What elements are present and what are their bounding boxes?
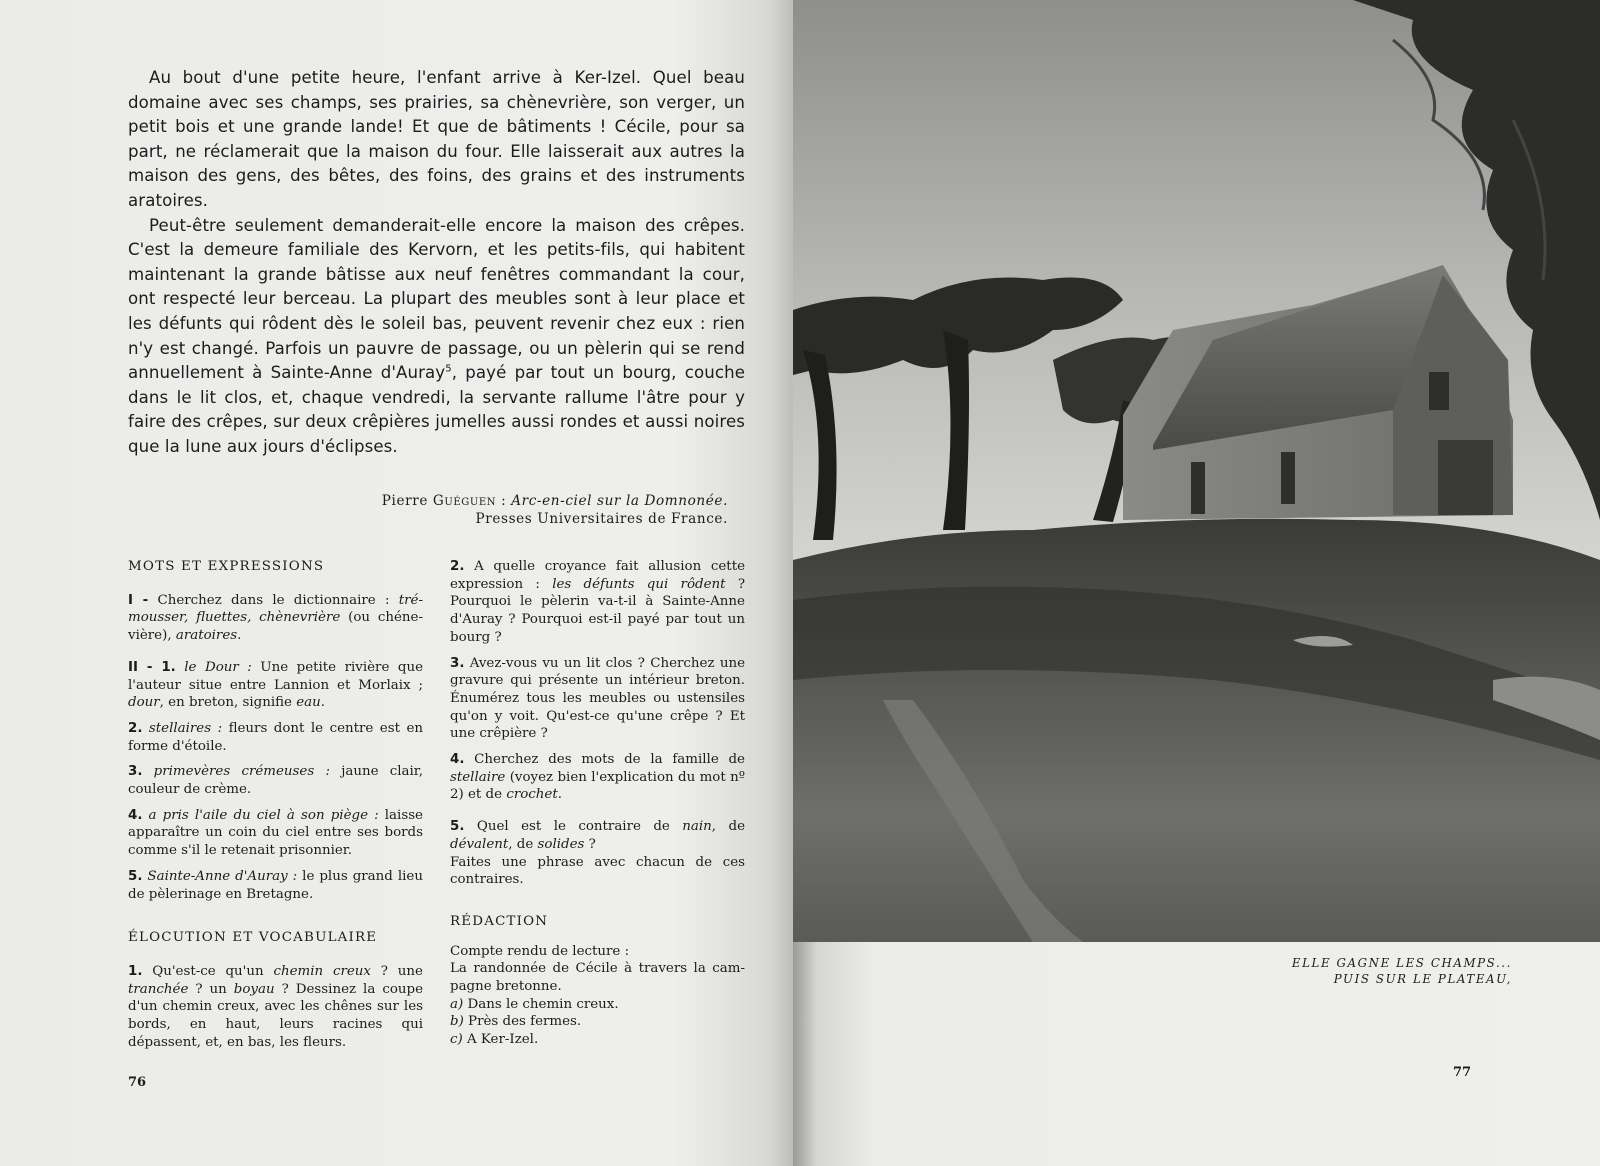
redaction-point: c) A Ker-Izel. [450, 1032, 539, 1048]
landscape-photo-illustration [793, 0, 1600, 942]
source-credit [300, 492, 728, 528]
caption-line: ELLE GAGNE LES CHAMPS... [1291, 956, 1512, 970]
section-heading-redaction: RÉDACTION [450, 913, 549, 929]
exercise-item: 3. primevères crémeuses : jaune clair, couleur de crème. [128, 764, 423, 798]
exercise-item: II - 1. le Dour : Une petite rivière que l'auteur situe entre Lannion et Morlaix ; dour, en breton, signifie eau. [128, 659, 423, 711]
photo-caption [1292, 955, 1512, 987]
exercise-item: 5. Sainte-Anne d'Auray : le plus grand lieu de pèlerinage en Bretagne. [128, 868, 423, 902]
right-page [793, 0, 1600, 1166]
credit-line: Pierre Guéguen : Arc-en-ciel sur la Domnonée. [381, 493, 728, 509]
exercises-left-column [128, 558, 423, 1059]
cottage-photograph [793, 0, 1600, 942]
redaction-point: b) Près des fermes. [450, 1014, 582, 1030]
story-paragraph: Au bout d'une petite heure, l'enfant arrive à Ker-Izel. Quel beau domaine avec ses champs, ses prairies, sa chènevrière, son verger, un petit bois et une grande lande! Et que de bâtiments ! Cécile, pour sa part, ne réclamerait que la maison du four. Elle laisserait aux autres la maison des gens, des bêtes, des foins, des grains et des instruments aratoires. [128, 68, 745, 210]
work-title: Arc-en-ciel sur la Domnonée. [511, 493, 728, 509]
footnote-marker: 5 [445, 363, 452, 375]
redaction-topic: La randonnée de Cécile à travers la campagne bretonne. [450, 961, 745, 995]
section-heading-elocution: ÉLOCUTION ET VOCABULAIRE [128, 930, 378, 946]
exercise-item: 4. a pris l'aile du ciel à son piège : laisse apparaître un coin du ciel entre ses bords comme s'il le retenait prisonnier. [128, 807, 423, 859]
left-page [0, 0, 793, 1166]
exercise-item: I - Cherchez dans le dictionnaire : trémousser, fluettes, chènevrière (ou chénevière), aratoires. [128, 592, 424, 644]
caption-line: PUIS SUR LE PLATEAU, [1333, 972, 1512, 986]
exercise-item: 4. Cherchez des mots de la famille de stellaire (voyez bien l'explication du mot nº 2) et de crochet. [450, 752, 745, 803]
exercises-right-column [450, 558, 745, 1049]
publisher: Presses Universitaires de France. [475, 511, 728, 527]
exercise-item: 3. Avez-vous vu un lit clos ? Cherchez une gravure qui présente un intérieur breton. Énumérez tous les meubles ou ustensiles qu'on y voit. Qu'est-ce qu'une crêpe ? Et une crêpière ? [450, 655, 745, 742]
story-paragraph: Peut-être seulement demanderait-elle encore la maison des crêpes. C'est la demeure familiale des Kervorn, et les petits-fils, qui habitent maintenant la grande bâtisse aux neuf fenêtres commandant la cour, ont respecté leur berceau. La plupart des meubles sont à leur place et les défunts qui rôdent dès le soleil bas, peuvent revenir chez eux : rien n'y est changé. Parfois un pauvre de passage, ou un pèlerin qui se rend annuellement à Sainte-Anne d'Auray$^5$, payé par tout un bourg, couche dans le lit clos, et, chaque vendredi, la servante rallume l'âtre pour y faire des crêpes, sur deux crêpières jumelles aussi rondes et aussi noires que la lune aux jours d'éclipses. [128, 215, 746, 456]
author-name: Guéguen [432, 493, 497, 509]
exercise-item: 2. stellaires : fleurs dont le centre est en forme d'étoile. [128, 720, 424, 754]
section-heading-mots: MOTS ET EXPRESSIONS [128, 559, 325, 574]
exercise-item: 2. A quelle croyance fait allusion cette expression : les défunts qui rôdent ? Pourquoi le pèlerin va-t-il à Sainte-Anne d'Auray ? Pourquoi est-il payé par tout un bourg ? [450, 559, 745, 645]
page-number-left: 76 [128, 1075, 147, 1090]
story-text [128, 66, 745, 460]
redaction-intro: Compte rendu de lecture : [450, 943, 630, 959]
page-number-right: 77 [1453, 1065, 1472, 1080]
exercise-item: 5. Quel est le contraire de nain, de dévalent, de solides ? Faites une phrase avec chacun de ces contraires. [450, 819, 745, 888]
redaction-point: a) Dans le chemin creux. [450, 996, 619, 1012]
exercise-item: 1. Qu'est-ce qu'un chemin creux ? une tranchée ? un boyau ? Dessinez la coupe d'un chemin creux, avec les chênes sur les bords, en haut, leurs racines qui dépassent, et, en bas, les fleurs. [128, 963, 423, 1050]
